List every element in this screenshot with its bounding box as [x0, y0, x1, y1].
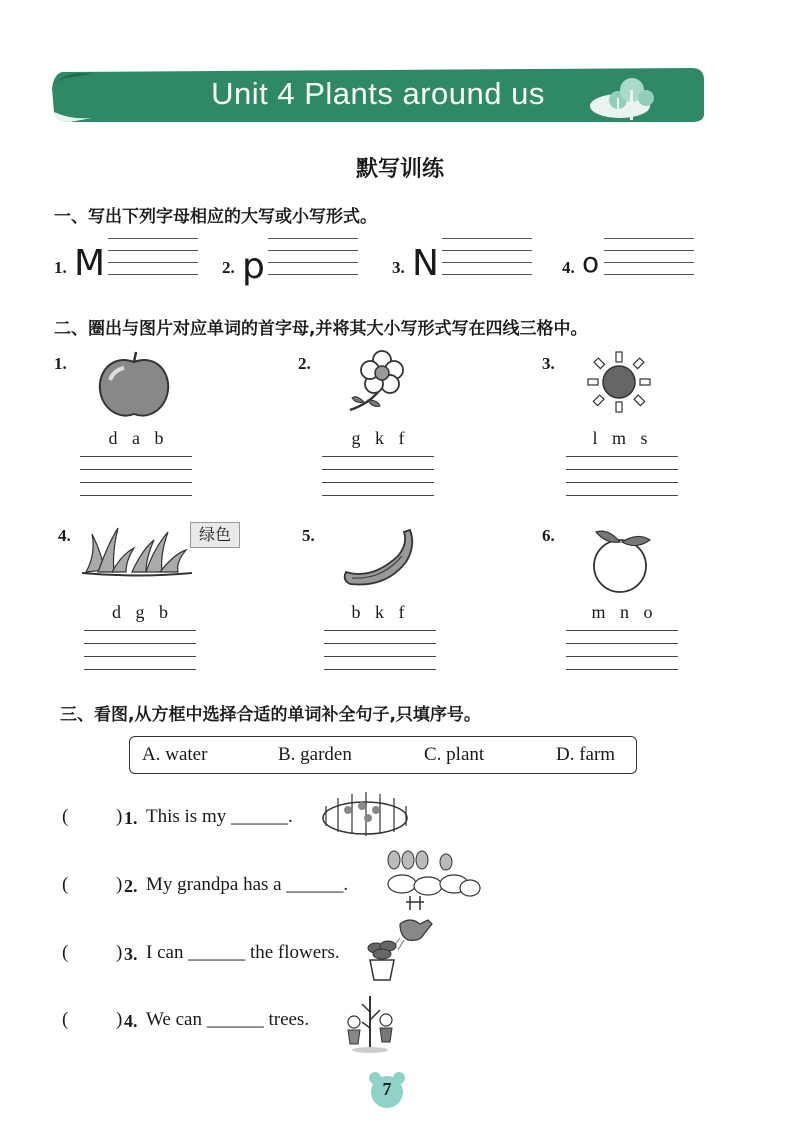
option-a: A. water [142, 744, 208, 765]
answer-close-paren[interactable]: ) [116, 942, 123, 963]
apple-icon [96, 350, 172, 420]
farm-icon [380, 850, 484, 912]
banana-icon [342, 526, 414, 586]
flower-icon [342, 348, 412, 414]
answer-open-paren[interactable]: ( [62, 874, 69, 895]
item-number: 3. [392, 258, 405, 277]
question-number: 4. [124, 1011, 138, 1031]
answer-open-paren[interactable]: ( [62, 806, 69, 827]
answer-open-paren[interactable]: ( [62, 942, 69, 963]
given-letter: M [74, 243, 106, 284]
planting-trees-icon [340, 992, 402, 1054]
letter-choices[interactable]: d a b [108, 428, 164, 448]
writing-lines[interactable] [442, 238, 532, 286]
section3-heading: 三、看图,从方框中选择合适的单词补全句子,只填序号。 [60, 705, 481, 725]
section1-heading: 一、写出下列字母相应的大写或小写形式。 [54, 207, 377, 227]
letter-choices[interactable]: l m s [592, 428, 648, 448]
item-number: 2. [298, 354, 311, 373]
writing-lines[interactable] [108, 238, 198, 286]
answer-close-paren[interactable]: ) [116, 874, 123, 895]
letter-choices[interactable]: g k f [351, 428, 405, 448]
writing-lines[interactable] [322, 456, 434, 508]
answer-open-paren[interactable]: ( [62, 1009, 69, 1030]
question-text: We can ______ trees. [146, 1009, 310, 1030]
section2-heading: 二、圈出与图片对应单词的首字母,并将其大小写形式写在四线三格中。 [54, 319, 588, 339]
given-letter: p [242, 246, 265, 287]
question-number: 3. [124, 944, 138, 964]
question-number: 1. [124, 808, 138, 828]
given-letter: N [412, 243, 439, 284]
item-number: 5. [302, 526, 315, 545]
item-number: 4. [58, 526, 71, 545]
answer-close-paren[interactable]: ) [116, 806, 123, 827]
item-number: 3. [542, 354, 555, 373]
writing-lines[interactable] [268, 238, 358, 286]
item-number: 6. [542, 526, 555, 545]
page-title: 默写训练 [355, 157, 444, 182]
question-number: 2. [124, 876, 138, 896]
writing-lines[interactable] [566, 630, 678, 682]
letter-choices[interactable]: d g b [112, 602, 168, 622]
option-d: D. farm [556, 744, 616, 765]
writing-lines[interactable] [80, 456, 192, 508]
unit-title: Unit 4 Plants around us [211, 76, 545, 111]
item-number: 1. [54, 258, 67, 277]
item-number: 2. [222, 258, 235, 277]
sun-icon [586, 350, 652, 414]
item-number: 4. [562, 258, 575, 277]
writing-lines[interactable] [324, 630, 436, 682]
page-number: 7 [382, 1079, 392, 1099]
letter-choices[interactable]: m n o [591, 602, 653, 622]
given-letter: o [582, 246, 600, 279]
grass-icon [82, 524, 192, 578]
letter-choices[interactable]: b k f [351, 602, 405, 622]
question-text: This is my ______. [146, 806, 293, 827]
option-c: C. plant [424, 744, 485, 765]
writing-lines[interactable] [566, 456, 678, 508]
question-text: I can ______ the flowers. [146, 942, 340, 963]
question-text: My grandpa has a ______. [146, 874, 349, 895]
writing-lines[interactable] [604, 238, 694, 286]
option-b: B. garden [278, 744, 352, 765]
orange-icon [588, 524, 656, 594]
color-tag: 绿色 [190, 522, 240, 548]
writing-lines[interactable] [84, 630, 196, 682]
item-number: 1. [54, 354, 67, 373]
answer-close-paren[interactable]: ) [116, 1009, 123, 1030]
garden-icon [318, 784, 412, 842]
watering-can-icon [364, 916, 438, 982]
